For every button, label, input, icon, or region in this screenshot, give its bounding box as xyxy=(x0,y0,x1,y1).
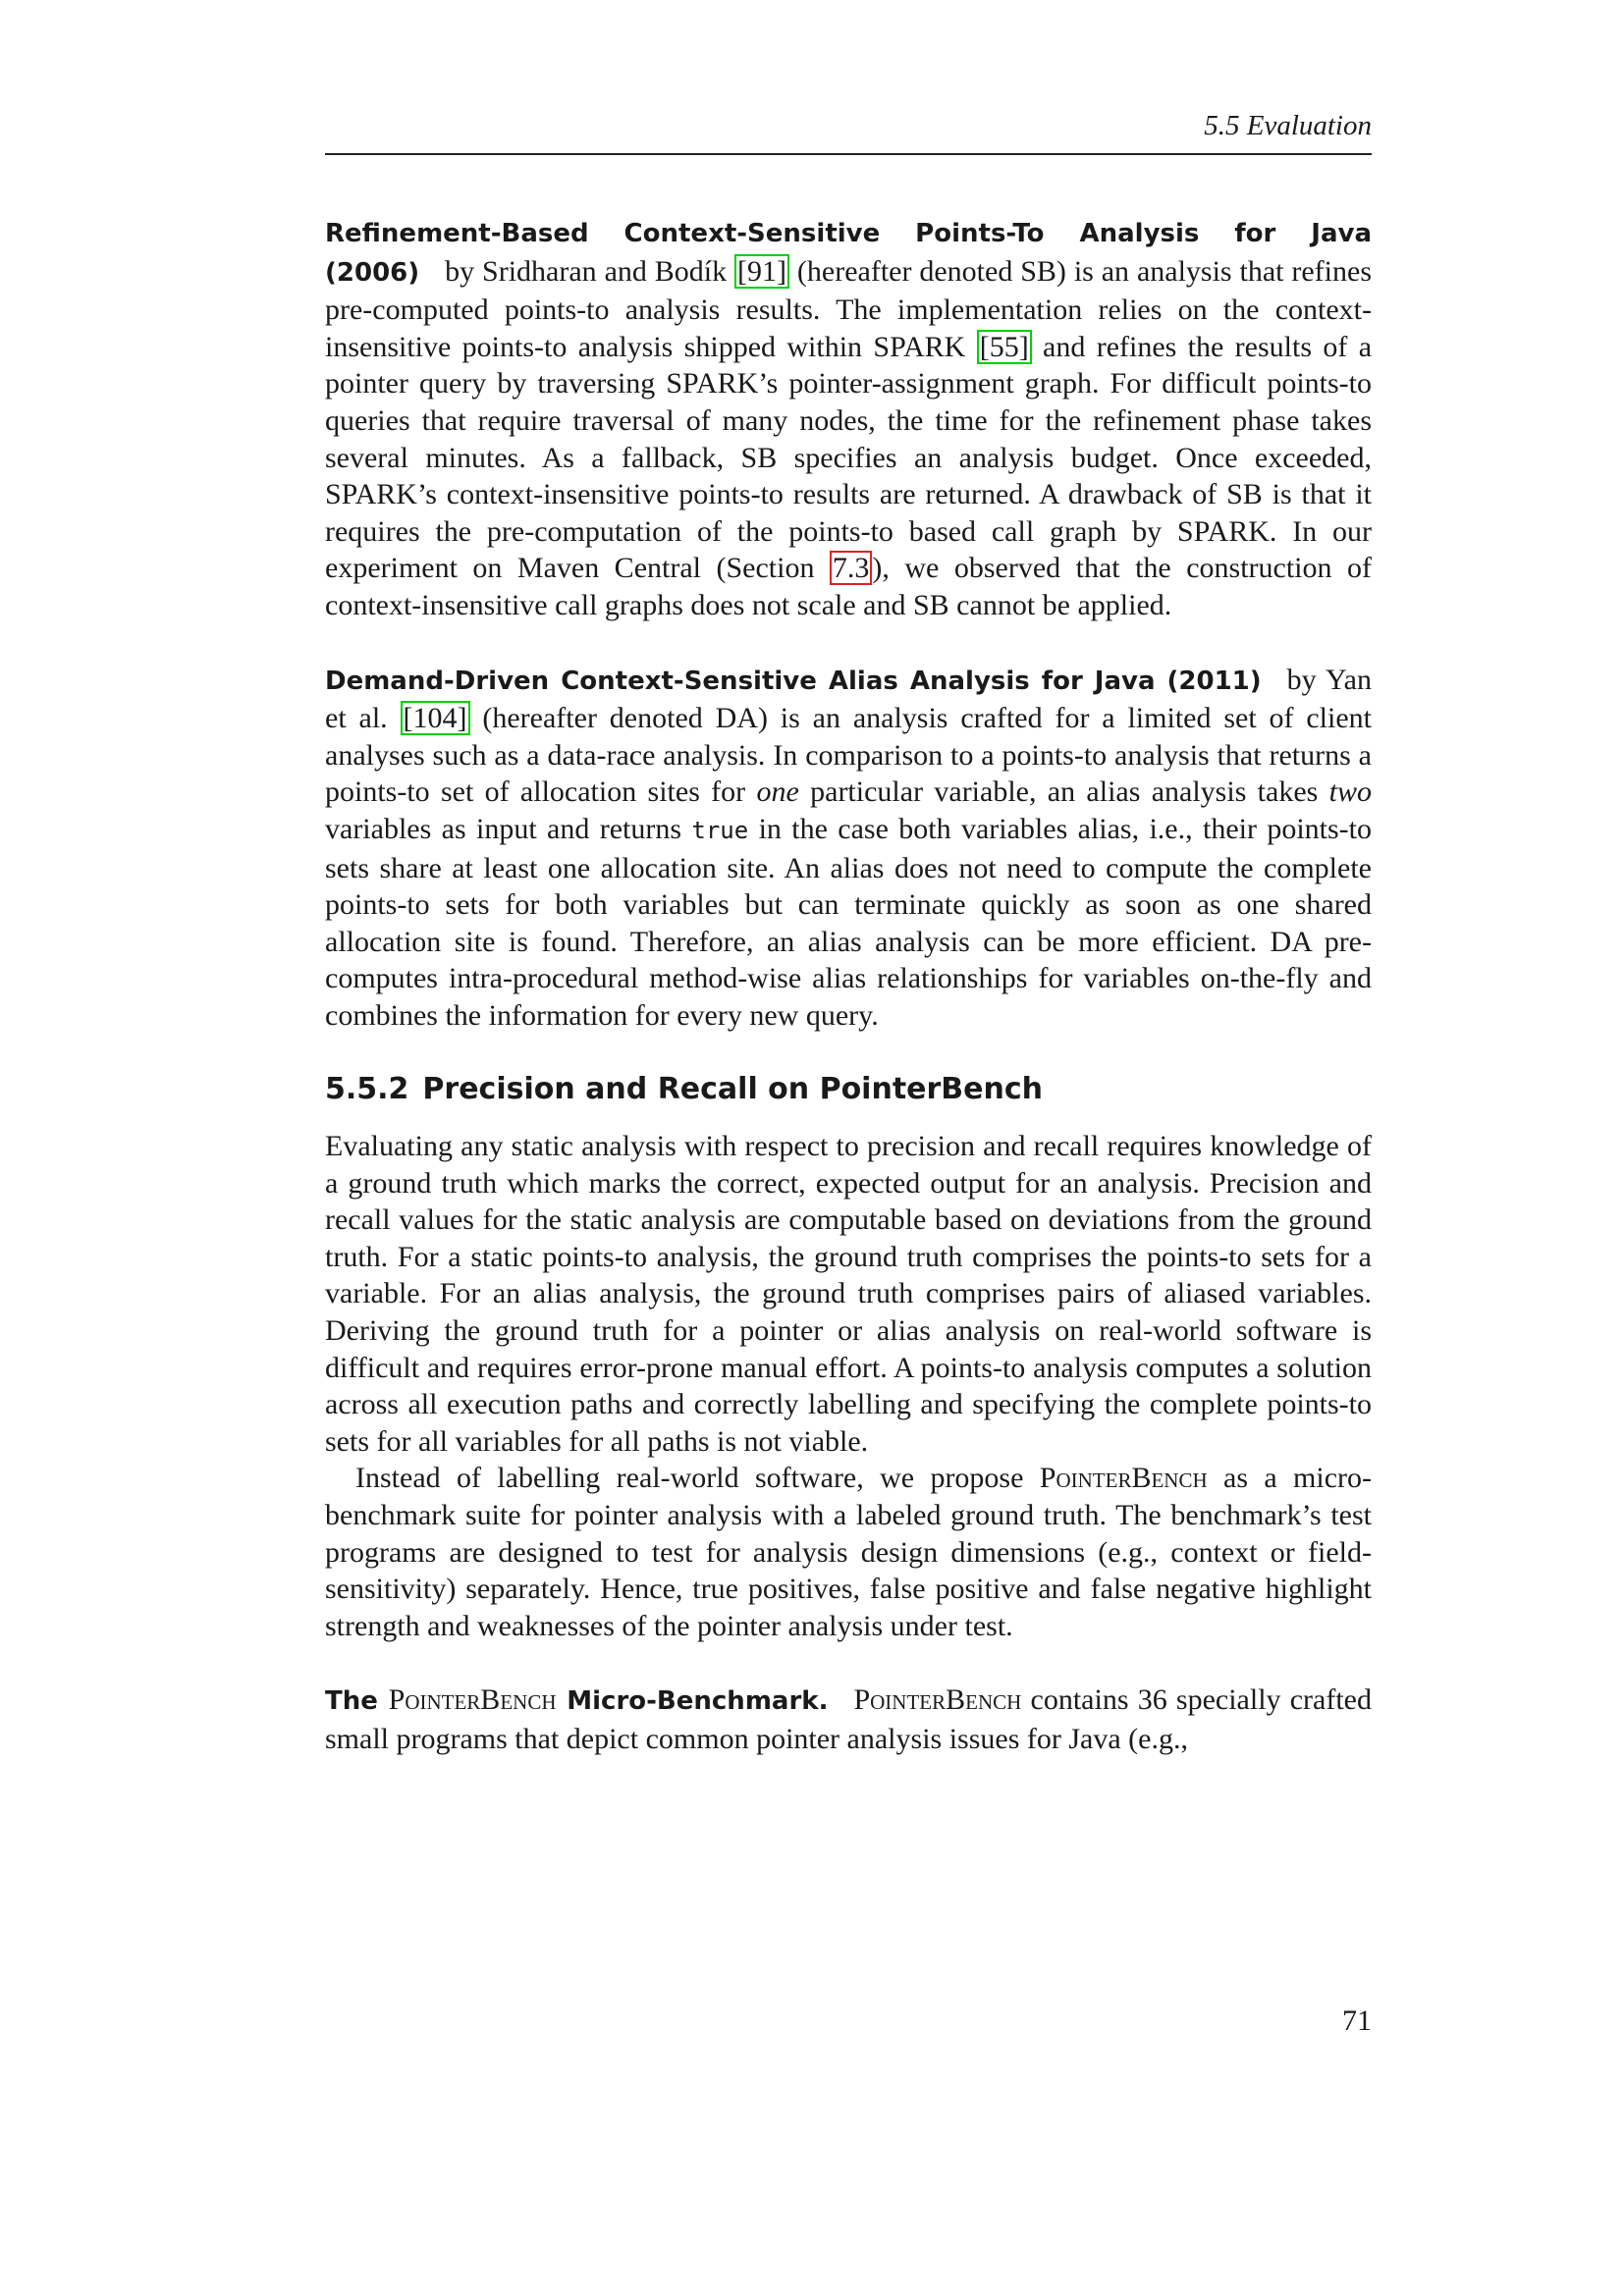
section-number: 5.5.2 xyxy=(325,1072,409,1107)
paragraph-heading-micro-benchmark xyxy=(325,1683,829,1717)
citation-link-55[interactable]: [55] xyxy=(977,330,1032,364)
citation-link-104[interactable]: [104] xyxy=(401,701,470,735)
paragraph-propose xyxy=(325,1460,1372,1644)
code-true: true xyxy=(691,816,749,844)
text-run: (hereafter denoted DA) is an analysis crafted for a limited set of client analyses such as a data-race analysis. In comparison to a points-to analysis that returns a points-to set of allocation sites for xyxy=(325,702,1372,809)
text-run: by Sridharan and Bodík xyxy=(445,254,735,288)
section-title: Precision and Recall on PointerBench xyxy=(422,1072,1044,1107)
emphasis-two: two xyxy=(1328,775,1372,809)
text-run: in the case both variables alias, i.e., their points-to sets share at least one allocation site. An alias does not need to compute the complete points-to sets for both variables but can terminate quickly as soon as one shared allocation site is found. Therefore, an alias analysis can be more efficient. DA pre-computes intra-procedural method-wise alias relationships for variables on-the-fly and combines the information for every new query. xyxy=(325,812,1373,1032)
section-heading xyxy=(325,1071,1372,1108)
paragraph-da xyxy=(325,662,1372,1035)
text-run: (hereafter denoted SB) is an analysis that refines pre-computed points-to analysis results. The implementation relies on the context-insensitive points-to analysis shipped within SPARK xyxy=(325,254,1372,363)
paragraph-heading-da: Demand-Driven Context-Sensitive Alias Analysis for Java (2011) xyxy=(325,666,1262,696)
text-run: particular variable, an alias analysis takes xyxy=(798,775,1329,809)
heading-pointerbench-name: PointerBench xyxy=(388,1683,557,1717)
pointerbench-name: PointerBench xyxy=(1039,1462,1208,1495)
section-link-7-3[interactable]: 7.3 xyxy=(830,551,873,585)
text-run: ), we observed that the construction of context-insensitive call graphs does not scale and SB cannot be applied. xyxy=(325,552,1372,621)
text-run: Instead of labelling real-world software, we propose xyxy=(355,1462,1040,1495)
text-run: variables as input and returns xyxy=(325,812,692,845)
text-run: and refines the results of a pointer query by traversing SPARK’s pointer-assignment graph. For difficult points-to queries that require traversal of many nodes, the time for the refinement phase takes several minutes. As a fallback, SB specifies an analysis budget. Once exceeded, SPARK’s context-insensitive points-to results are returned. A drawback of SB is that it requires the pre-computation of the points-to based call graph by SPARK. In our experiment on Maven Central (Section xyxy=(325,330,1373,585)
text-run: contains 36 specially crafted small programs that depict common pointer analysis issues for Java (e.g., xyxy=(325,1683,1372,1755)
text-run: as a micro-benchmark suite for pointer analysis with a labeled ground truth. The benchmark’s test programs are designed to test for analysis design dimensions (e.g., context or field-sensitivity) separately. Hence, true positives, false positive and false negative highlight strength and weaknesses of the pointer analysis under test. xyxy=(325,1462,1372,1642)
emphasis-one: one xyxy=(756,775,799,809)
text-run: by Yan et al. xyxy=(325,663,1373,735)
citation-link-91[interactable]: [91] xyxy=(734,254,789,289)
pointerbench-name: PointerBench xyxy=(853,1683,1022,1717)
paragraph-micro-benchmark xyxy=(325,1682,1372,1757)
running-head-title: 5.5 Evaluation xyxy=(1204,110,1372,141)
paragraph-sb xyxy=(325,214,1372,624)
page-body xyxy=(325,214,1372,1758)
paragraph-evaluation: Evaluating any static analysis with respect to precision and recall requires knowledge of a ground truth which marks the correct, expected output for an analysis. Precision and recall values for the static analysis are computable based on deviations from the ground truth. For a static points-to analysis, the ground truth comprises the points-to sets for a variable. For an alias analysis, the ground truth comprises pairs of aliased variables. Deriving the ground truth for a pointer or alias analysis on real-world software is difficult and requires error-prone manual effort. A points-to analysis computes a solution across all execution paths and correctly labelling and specifying the complete points-to sets for all variables for all paths is not viable. xyxy=(325,1130,1372,1458)
page-number: 71 xyxy=(1342,2004,1372,2037)
paragraph-heading-sb: Refinement-Based Context-Sensitive Points-To Analysis for Java (2006) xyxy=(325,219,1372,288)
running-header xyxy=(325,106,1372,155)
heading-text: Micro-Benchmark. xyxy=(556,1686,829,1717)
heading-text: The xyxy=(325,1686,389,1717)
